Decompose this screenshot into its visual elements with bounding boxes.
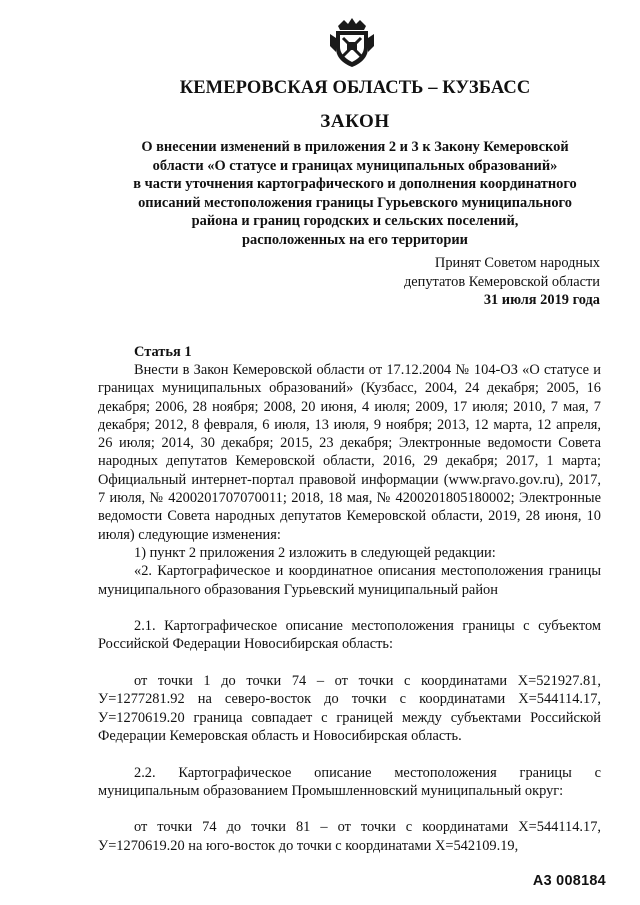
coat-of-arms-emblem <box>328 16 376 68</box>
document-type: ЗАКОН <box>320 111 390 132</box>
article-paragraph: 1) пункт 2 приложения 2 изложить в следующей редакции: <box>134 544 496 561</box>
article-body <box>98 361 601 855</box>
paragraph-spacer <box>98 800 601 818</box>
serial-number: А3 008184 <box>532 873 606 889</box>
article-paragraph: «2. Картографическое и координатное описания местоположения границы муниципального образования Гурьевский муниципальный район <box>98 563 601 598</box>
article-paragraph: 2.2. Картографическое описание местоположения границы с муниципальным образованием Промышленновский муниципальный округ: <box>98 764 601 799</box>
adoption-line: депутатов Кемеровской области <box>403 273 600 290</box>
law-title-line: района и границ городских и сельских поселений, <box>191 213 519 230</box>
adoption-date: 31 июля 2019 года <box>483 292 600 309</box>
paragraph-spacer <box>98 745 601 763</box>
article-paragraph: от точки 1 до точки 74 – от точки с координатами Х=521927.81, У=1277281.92 на северо-восток до точки с координатами Х=544114.17, У=1270619.20 граница совпадает с границей между субъектами Российской Федерации Кемеровская область и Новосибирская область. <box>98 673 601 744</box>
article-paragraph: 2.1. Картографическое описание местоположения границы с субъектом Российской Федерации Новосибирская область: <box>98 618 601 653</box>
law-title-line: О внесении изменений в приложения 2 и 3 к Закону Кемеровской <box>141 139 569 155</box>
law-title-line: расположенных на его территории <box>242 231 468 248</box>
law-title-line: в части уточнения картографического и дополнения координатного <box>133 176 577 193</box>
adoption-block <box>404 254 600 310</box>
adoption-line: Принят Советом народных <box>434 255 600 271</box>
paragraph-spacer <box>98 654 601 672</box>
law-title-line: области «О статусе и границах муниципальных образований» <box>152 157 558 174</box>
law-title-line: описаний местоположения границы Гурьевского муниципального <box>138 194 572 211</box>
article-heading: Статья 1 <box>134 344 192 360</box>
law-title <box>95 138 615 250</box>
article-paragraph: Внести в Закон Кемеровской области от 17.12.2004 № 104-ОЗ «О статусе и границах муниципальных образований» (Кузбасс, 2004, 24 декабря; 2005, 16 декабря; 2006, 28 ноября; 2008, 20 июня, 4 июля; 2009, 17 июля; 2010, 7 мая, 7 декабря; 2012, 8 февраля, 6 июля, 13 июля, 9 ноября; 2013, 12 марта, 12 апреля, 26 июля; 2014, 30 декабря; 2015, 23 декабря; Электронные ведомости Совета народных депутатов Кемеровской области, 2016, 29 декабря; 2017, 1 марта; Официальный интернет-портал правовой информации (www.pravo.gov.ru), 2017, 7 июля, № 4200201707070011; 2018, 18 мая, № 4200201805180002; Электронные ведомости Совета народных депутатов Кемеровской области, 2019, 28 июня, 10 июля) следующие изменения: <box>98 362 601 543</box>
region-heading: КЕМЕРОВСКАЯ ОБЛАСТЬ – КУЗБАСС <box>179 78 531 98</box>
article-paragraph: от точки 74 до точки 81 – от точки с координатами Х=544114.17, У=1270619.20 на юго-восток до точки с координатами Х=542109.19, <box>98 819 601 854</box>
paragraph-spacer <box>98 599 601 617</box>
